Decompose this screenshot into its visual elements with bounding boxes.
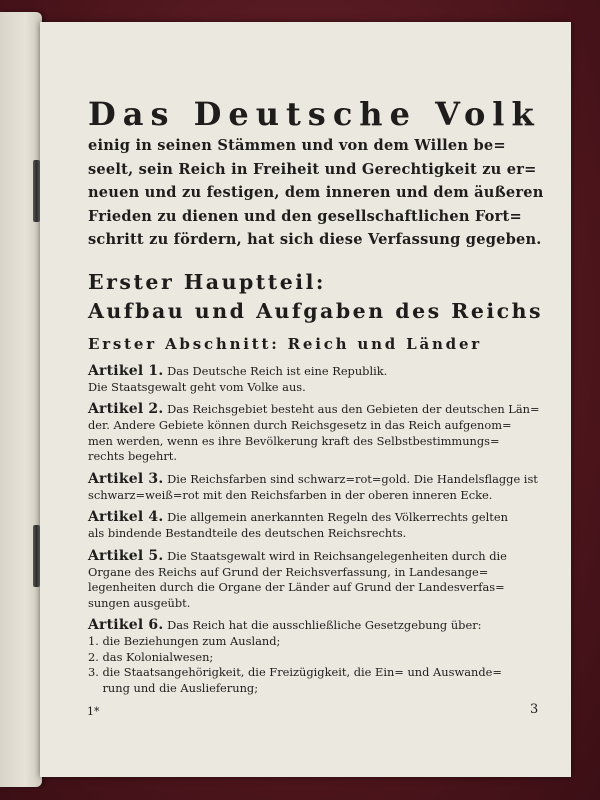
preamble-line: einig in seinen Stämmen und von dem Willen be= <box>88 137 506 154</box>
document-page <box>40 22 571 777</box>
article-text: sungen ausgeübt. <box>88 595 191 610</box>
preamble-line: Frieden zu dienen und den gesellschaftlichen Fort= <box>88 207 522 225</box>
part-heading-line-1: Erster Hauptteil: <box>88 269 326 294</box>
article-text: Die Reichsfarben sind schwarz=rot=gold. Die Handelsflagge ist <box>167 471 538 486</box>
preamble <box>88 134 544 252</box>
list-item: 2. das Kolonialwesen; <box>88 649 214 664</box>
article-text: schwarz=weiß=rot mit den Reichsfarben in der oberen inneren Ecke. <box>88 487 493 502</box>
article-text: Organe des Reichs auf Grund der Reichsverfassung, in Landesange= <box>88 564 489 579</box>
article-text: rechts begehrt. <box>88 449 177 463</box>
list-item: rung und die Auslieferung; <box>88 680 259 695</box>
list-item: 1. die Beziehungen zum Ausland; <box>88 634 281 648</box>
article-6 <box>88 616 540 696</box>
article-label: Artikel 6. <box>88 617 164 633</box>
article-1 <box>88 362 540 396</box>
article-4 <box>88 508 540 542</box>
page-content <box>88 94 544 696</box>
staple-top <box>33 160 40 222</box>
list-item: 3. die Staatsangehörigkeit, die Freizügigkeit, die Ein= und Auswande= <box>88 665 502 679</box>
article-text: Die Staatsgewalt geht vom Volke aus. <box>88 379 306 394</box>
article-text: als bindende Bestandteile des deutschen Reichsrechts. <box>88 526 407 540</box>
article-text: Das Deutsche Reich ist eine Republik. <box>167 363 388 378</box>
article-text: der. Andere Gebiete können durch Reichsgesetz in das Reich aufgenom= <box>88 418 512 432</box>
part-heading-line-2: Aufbau und Aufgaben des Reichs <box>88 298 544 323</box>
article-label: Artikel 2. <box>88 401 164 417</box>
article-label: Artikel 5. <box>88 547 164 564</box>
preamble-line: seelt, sein Reich in Freiheit und Gerechtigkeit zu er= <box>88 160 537 178</box>
article-text: men werden, wenn es ihre Bevölkerung kraft des Selbstbestimmungs= <box>88 433 500 448</box>
article-text: Die allgemein anerkannten Regeln des Völkerrechts gelten <box>167 510 508 524</box>
article-label: Artikel 3. <box>88 470 164 487</box>
article-3 <box>88 470 540 504</box>
article-text: Das Reich hat die ausschließliche Gesetzgebung über: <box>167 618 482 632</box>
section-heading: Erster Abschnitt: Reich und Länder <box>88 334 483 353</box>
article-text: legenheiten durch die Organe der Länder auf Grund der Landesverfas= <box>88 580 505 594</box>
article-5 <box>88 547 540 612</box>
article-2 <box>88 400 540 465</box>
article-label: Artikel 4. <box>88 509 164 525</box>
preamble-line: schritt zu fördern, hat sich diese Verfassung gegeben. <box>88 231 542 248</box>
page-number: 3 <box>530 702 539 717</box>
page-title: Das Deutsche Volk <box>88 95 541 133</box>
preamble-line: neuen und zu festigen, dem inneren und dem äußeren <box>88 184 544 201</box>
signature-mark: 1* <box>87 705 100 718</box>
article-text: Das Reichsgebiet besteht aus den Gebieten der deutschen Län= <box>167 402 540 416</box>
facing-page-edge <box>0 12 42 787</box>
article-label: Artikel 1. <box>88 362 164 379</box>
staple-bottom <box>33 525 40 587</box>
article-text: Die Staatsgewalt wird in Reichsangelegenheiten durch die <box>167 548 507 563</box>
